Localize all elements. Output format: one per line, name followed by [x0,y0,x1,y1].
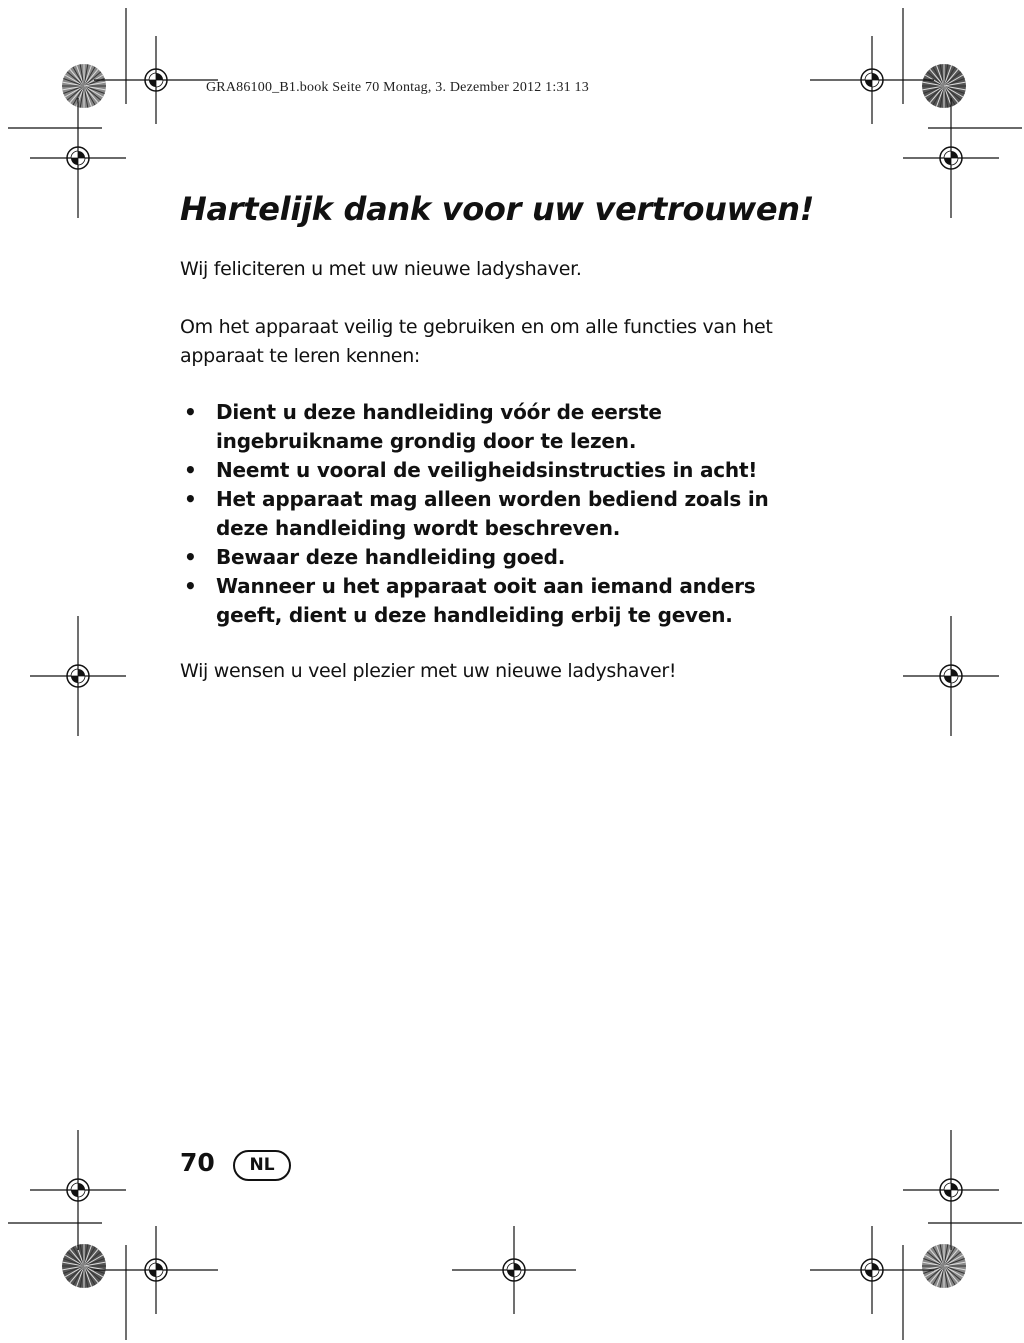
registration-mark [903,616,999,736]
registration-mark [810,1226,934,1314]
registration-mark [903,98,999,218]
color-calibration-wheel [62,64,106,108]
color-calibration-wheel [922,64,966,108]
registration-mark [30,1130,126,1250]
registration-mark [94,36,218,124]
page-number: 70 [180,1148,215,1177]
list-item: • Bewaar deze handleiding goed. [180,543,820,572]
registration-mark [30,98,126,218]
print-slug-line: GRA86100_B1.book Seite 70 Montag, 3. Dezember 2012 1:31 13 [206,80,589,95]
list-item: • Wanneer u het apparaat ooit aan iemand anders geeft, dient u deze handleiding erbij te geven. [184,574,756,627]
registration-mark [810,36,934,124]
registration-mark [452,1226,576,1314]
list-item: • Het apparaat mag alleen worden bediend zoals in deze handleiding wordt beschreven. [184,487,769,540]
list-item: • Neemt u vooral de veiligheidsinstructies in acht! [180,456,820,485]
registration-mark [94,1226,218,1314]
bullet-icon: • [184,574,197,598]
registration-mark [30,616,126,736]
bullet-icon: • [184,400,197,424]
registration-mark [903,1130,999,1250]
page-title: Hartelijk dank voor uw vertrouwen! [180,190,815,228]
intro-paragraph: Wij feliciteren u met uw nieuwe ladyshaver. [180,258,582,280]
language-badge: NL [233,1150,291,1181]
instruction-list [180,398,820,630]
lead-paragraph: Om het apparaat veilig te gebruiken en om alle functies van het apparaat te leren kennen: [180,316,773,367]
color-calibration-wheel [62,1244,106,1288]
closing-paragraph: Wij wensen u veel plezier met uw nieuwe ladyshaver! [180,660,677,682]
bullet-icon: • [184,487,197,511]
color-calibration-wheel [922,1244,966,1288]
list-item: • Dient u deze handleiding vóór de eerste ingebruikname grondig door te lezen. [184,400,662,453]
bullet-icon: • [184,545,197,569]
bullet-icon: • [184,458,197,482]
